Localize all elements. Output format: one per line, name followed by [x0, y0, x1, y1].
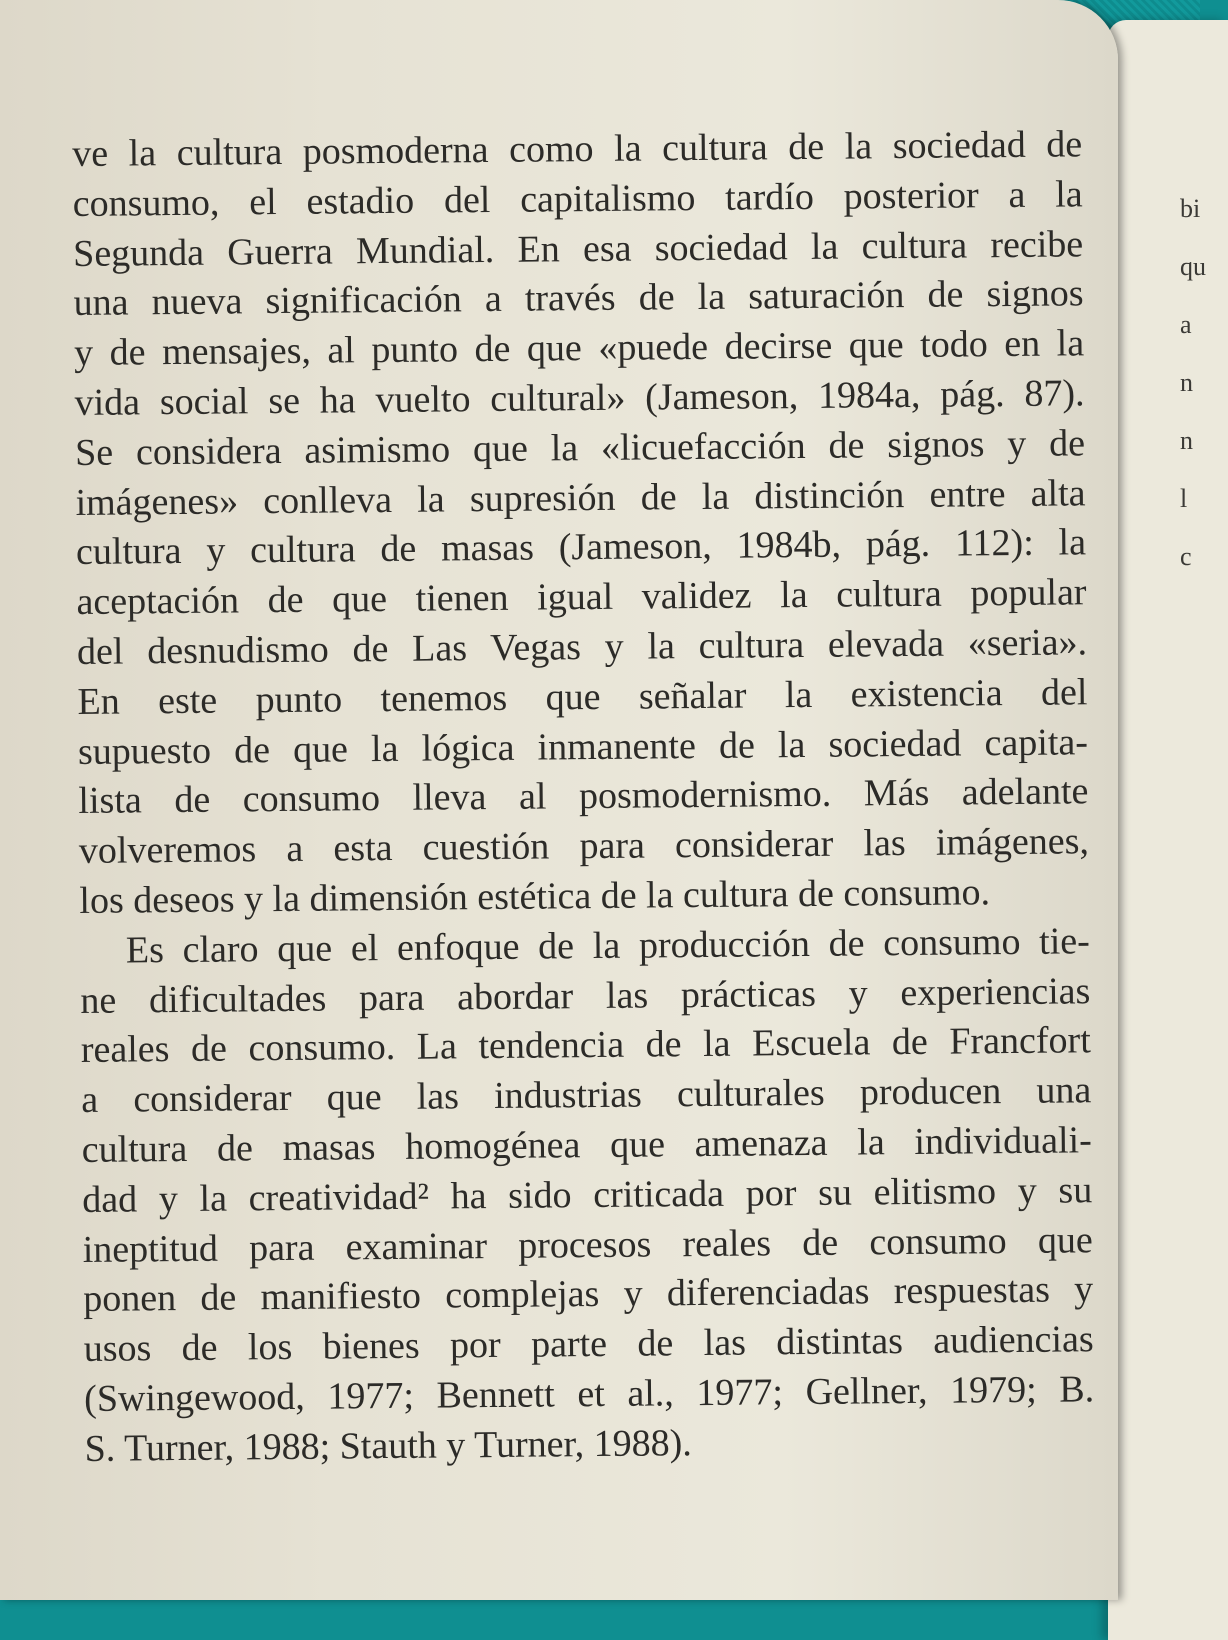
- text-line: cultura de masas homogénea que amenaza la individuali-: [81, 1119, 1092, 1171]
- facing-page-fragment: n: [1180, 368, 1193, 397]
- text-line: lista de consumo lleva al posmodernismo. Más adelante: [78, 770, 1089, 823]
- facing-page-fragment: bi: [1180, 194, 1201, 223]
- text-line: ve la cultura posmoderna como la cultura de la sociedad de: [72, 123, 1083, 175]
- text-line: los deseos y la dimensión estética de la cultura de consumo.: [79, 871, 991, 922]
- text-line: ponen de manifiesto complejas y diferenciadas respuestas y: [83, 1268, 1094, 1321]
- text-line: usos de los bienes por parte de las distintas audiencias: [83, 1318, 1094, 1371]
- text-line: volveremos a esta cuestión para considerar las imágenes,: [78, 820, 1090, 873]
- text-line: aceptación de que tienen igual validez la cultura popular: [76, 571, 1087, 624]
- text-line: consumo, el estadio del capitalismo tardío posterior a la: [72, 173, 1083, 225]
- text-line: ineptitud para examinar procesos reales de consumo que: [82, 1218, 1093, 1271]
- text-line: imágenes» conlleva la supresión de la distinción entre alta: [75, 471, 1086, 524]
- text-line: a considerar que las industrias culturales producen una: [81, 1069, 1092, 1122]
- facing-page-text: [1180, 180, 1210, 586]
- facing-page-fragment: c: [1180, 542, 1192, 571]
- facing-page-fragment: qu: [1180, 252, 1206, 281]
- text-line: reales de consumo. La tendencia de la Escuela de Francfort: [80, 1019, 1091, 1072]
- text-line: cultura y cultura de masas (Jameson, 1984b, pág. 112): la: [75, 521, 1087, 574]
- text-line: supuesto de que la lógica inmanente de la sociedad capita-: [77, 720, 1089, 773]
- text-line: (Swingewood, 1977; Bennett et al., 1977; Gellner, 1979; B.: [83, 1368, 1095, 1420]
- text-line: y de mensajes, al punto de que «puede decirse que todo en la: [73, 322, 1085, 375]
- text-line: S. Turner, 1988; Stauth y Turner, 1988).: [84, 1421, 692, 1470]
- page-body-text: [72, 120, 1095, 1474]
- text-line: Es claro que el enfoque de la producción de consumo tie-: [125, 920, 1091, 972]
- text-line: vida social se ha vuelto cultural» (Jameson, 1984a, pág. 87).: [74, 372, 1085, 424]
- text-line: Se considera asimismo que la «licuefacción de signos y de: [74, 422, 1086, 474]
- text-line: En este punto tenemos que señalar la existencia del: [77, 671, 1088, 723]
- text-line: una nueva significación a través de la saturación de signos: [73, 272, 1084, 325]
- text-line: del desnudismo de Las Vegas y la cultura elevada «seria».: [76, 621, 1088, 673]
- facing-page: [1108, 20, 1228, 1640]
- facing-page-fragment: a: [1180, 310, 1192, 339]
- text-line: dad y la creatividad² ha sido criticada por su elitismo y su: [82, 1168, 1093, 1221]
- text-line: Segunda Guerra Mundial. En esa sociedad la cultura recibe: [72, 222, 1084, 275]
- text-line: ne dificultades para abordar las prácticas y experiencias: [80, 969, 1091, 1022]
- facing-page-fragment: l: [1180, 484, 1188, 513]
- facing-page-fragment: n: [1180, 426, 1193, 455]
